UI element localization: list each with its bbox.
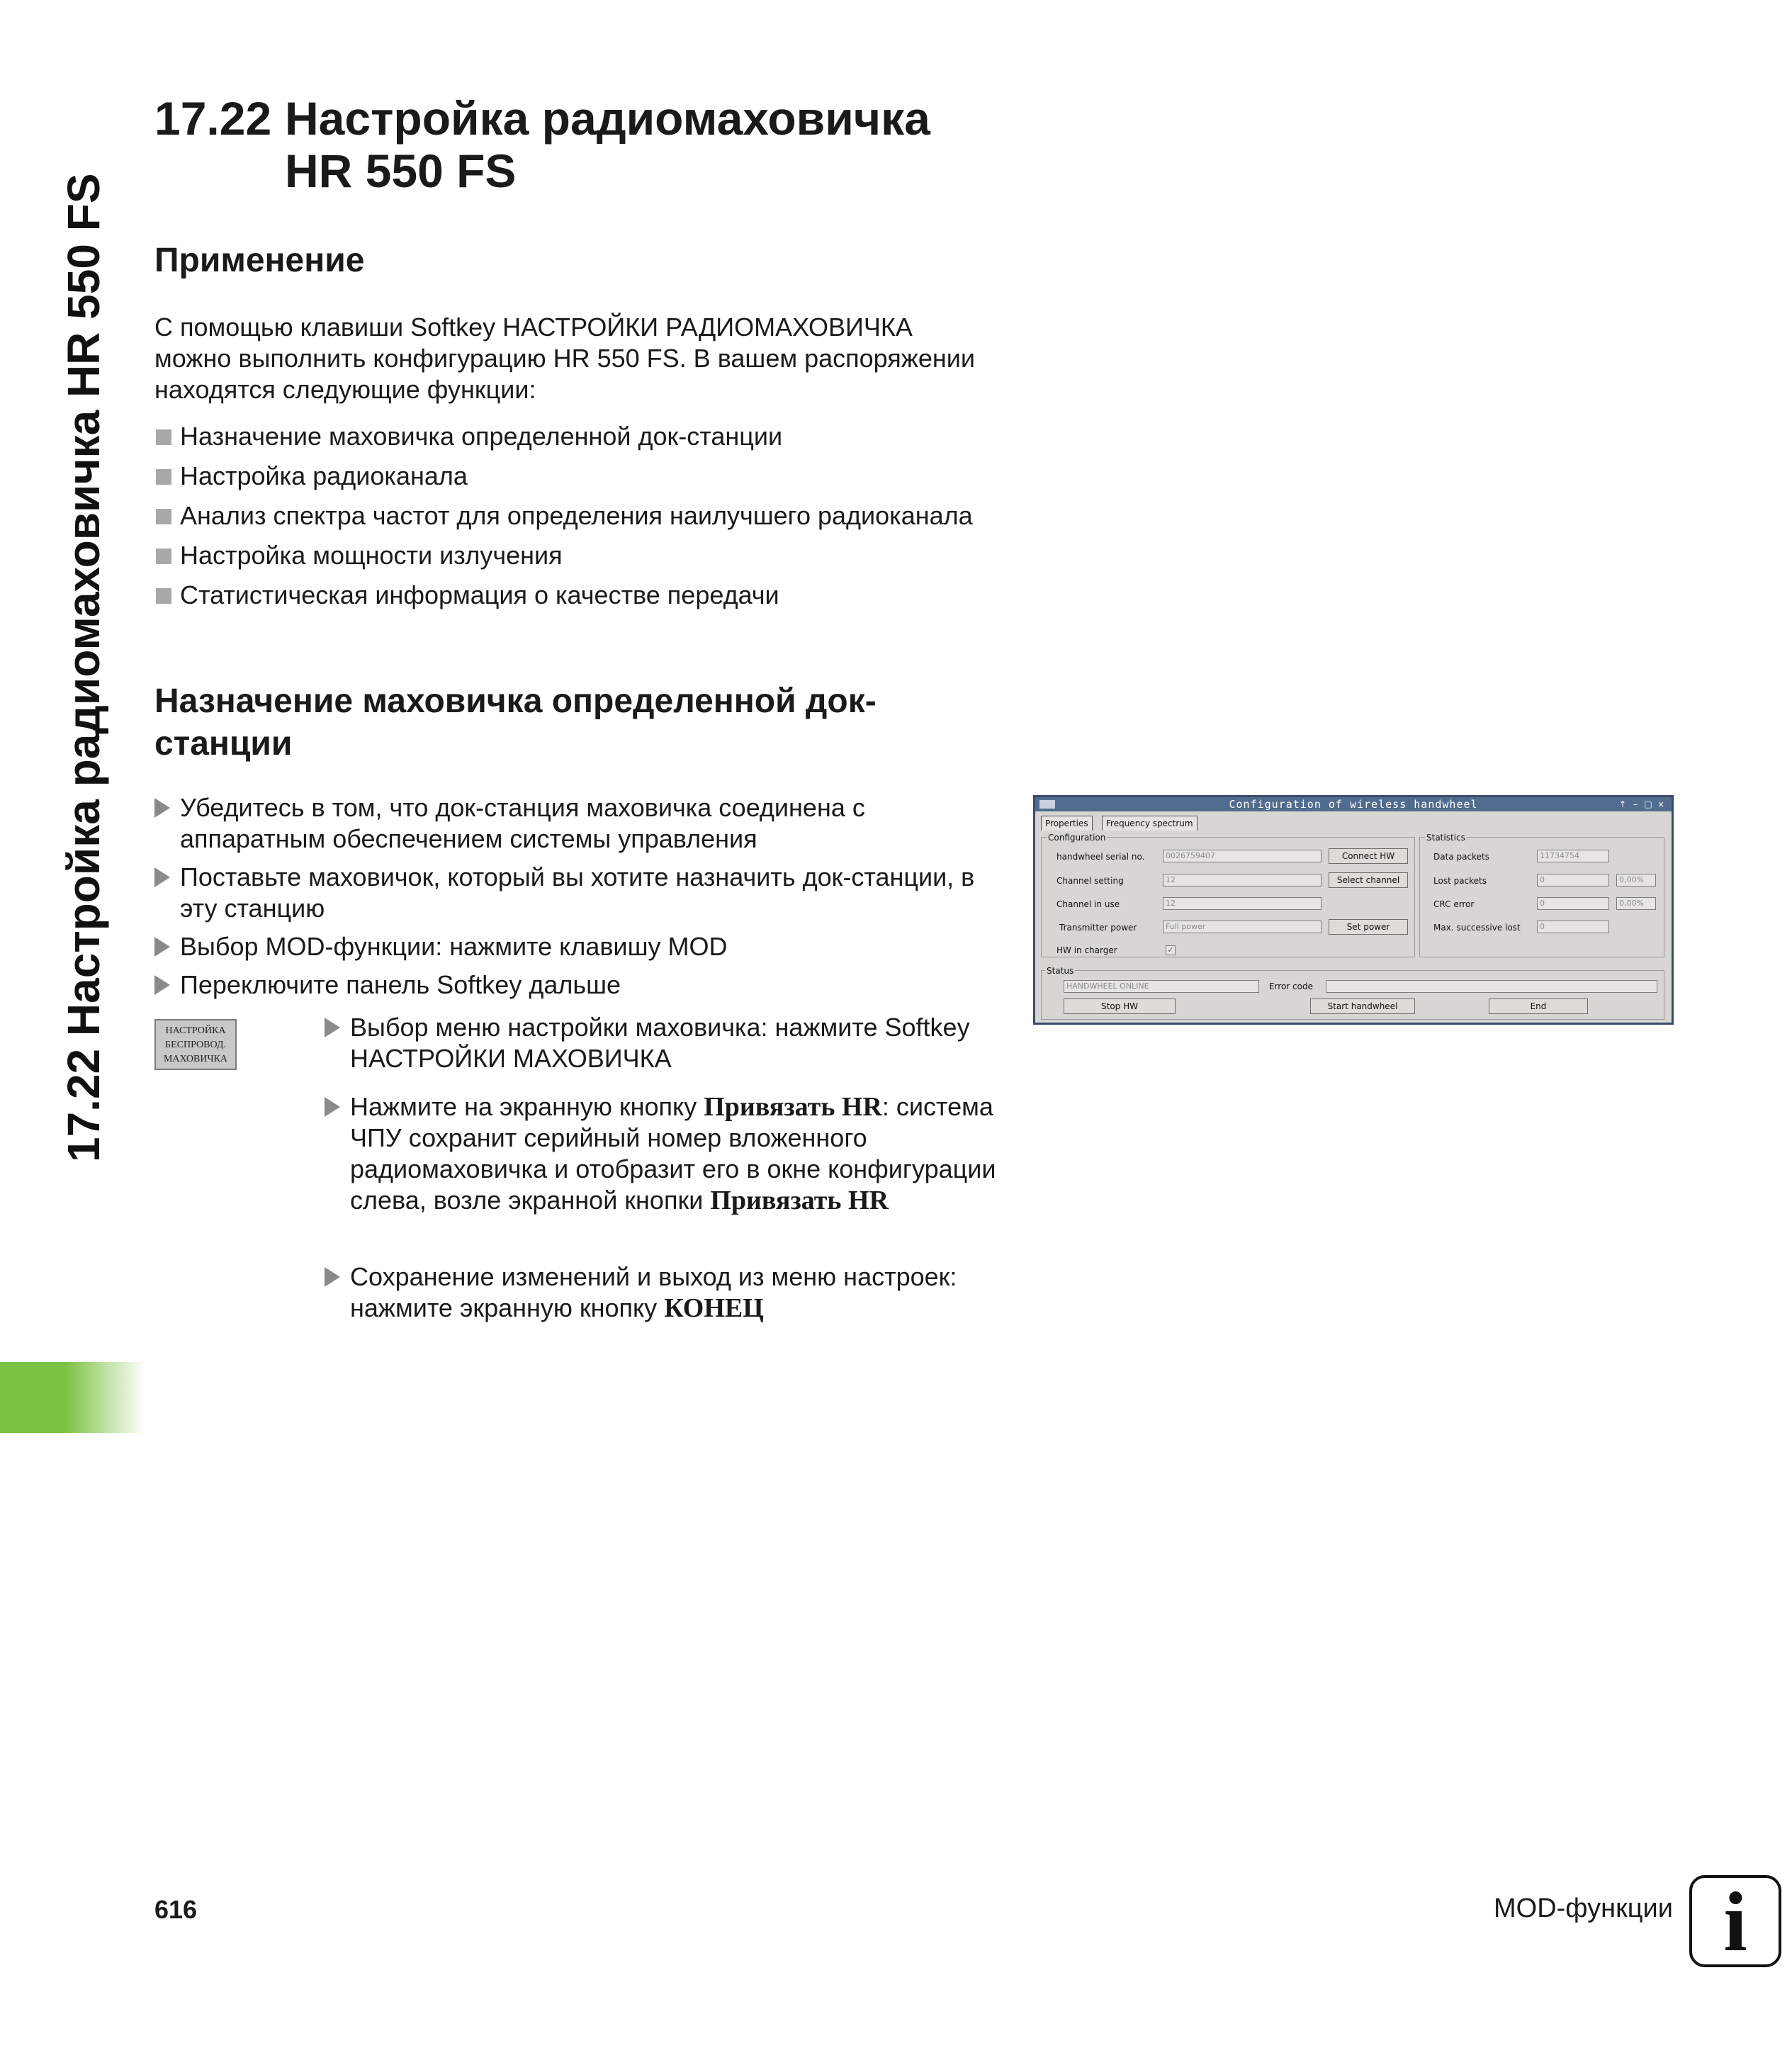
connect-hw-button[interactable]: Connect HW bbox=[1329, 848, 1408, 864]
transmitter-power-label: Transmitter power bbox=[1059, 923, 1137, 933]
serial-label: handwheel serial no. bbox=[1056, 852, 1145, 862]
max-lost-label: Max. successive lost bbox=[1433, 923, 1521, 933]
channel-setting-label: Channel setting bbox=[1056, 876, 1124, 886]
section-title-line1: Настройка радиомаховичка bbox=[285, 92, 930, 145]
status-field: HANDWHEEL ONLINE bbox=[1064, 980, 1259, 993]
hw-in-charger-checkbox[interactable]: ✓ bbox=[1166, 945, 1176, 955]
list-item: Настройка радиоканала bbox=[154, 461, 991, 492]
lost-packets-percent: 0,00% bbox=[1616, 874, 1656, 887]
section-title-line2: HR 550 FS bbox=[285, 145, 517, 197]
function-list bbox=[154, 421, 991, 619]
side-chapter-title: 17.22 Настройка радиомаховичка HR 550 FS bbox=[58, 173, 109, 1162]
error-code-field bbox=[1326, 980, 1657, 993]
chapter-tab-marker bbox=[0, 1362, 145, 1433]
window-maximize-icon[interactable]: □ bbox=[1644, 799, 1652, 809]
section-number: 17.22 bbox=[154, 92, 272, 145]
channel-in-use-field: 12 bbox=[1163, 897, 1322, 910]
crc-error-percent: 0,00% bbox=[1616, 897, 1656, 910]
window-close-icon[interactable]: × bbox=[1657, 799, 1665, 809]
list-item: Статистическая информация о качестве передачи bbox=[154, 580, 991, 611]
step-arrow-icon bbox=[325, 1018, 340, 1037]
data-packets-label: Data packets bbox=[1433, 852, 1489, 862]
steps-list bbox=[154, 792, 991, 1008]
window-titlebar: Configuration of wireless handwheel bbox=[1035, 797, 1672, 811]
window-menu-icon[interactable] bbox=[1039, 800, 1055, 809]
channel-in-use-label: Channel in use bbox=[1056, 899, 1120, 909]
serial-field[interactable]: 0026759407 bbox=[1163, 850, 1322, 862]
configuration-legend: Configuration bbox=[1048, 833, 1106, 843]
step-item: Переключите панель Softkey дальше bbox=[154, 969, 991, 1001]
step-arrow-icon bbox=[154, 937, 170, 957]
max-lost-field: 0 bbox=[1537, 921, 1609, 933]
sub-step-open-menu: Выбор меню настройки маховичка: нажмите Softkey НАСТРОЙКИ МАХОВИЧКА bbox=[325, 1012, 1016, 1074]
data-packets-field: 11734754 bbox=[1537, 850, 1609, 862]
step-arrow-icon bbox=[154, 798, 170, 818]
list-item: Анализ спектра частот для определения наилучшего радиоканала bbox=[154, 500, 991, 531]
end-button[interactable]: End bbox=[1489, 998, 1588, 1014]
statistics-legend: Statistics bbox=[1426, 833, 1465, 843]
step-item: Выбор MOD-функции: нажмите клавишу MOD bbox=[154, 931, 991, 962]
step-arrow-icon bbox=[325, 1097, 340, 1117]
stop-hw-button[interactable]: Stop HW bbox=[1064, 998, 1176, 1014]
section-title bbox=[285, 92, 1064, 197]
page-number: 616 bbox=[154, 1895, 198, 1924]
assign-heading: Назначение маховичка определенной док-станции bbox=[154, 682, 877, 763]
bullet-square-icon bbox=[156, 548, 171, 564]
window-minimize-icon[interactable]: – bbox=[1633, 799, 1638, 809]
lost-packets-field: 0 bbox=[1537, 874, 1609, 887]
bullet-square-icon bbox=[156, 509, 171, 524]
status-legend: Status bbox=[1047, 966, 1074, 976]
crc-error-label: CRC error bbox=[1433, 899, 1475, 909]
info-icon: i bbox=[1689, 1875, 1781, 1967]
transmitter-power-field[interactable]: Full power bbox=[1163, 921, 1322, 933]
hw-in-charger-label: HW in charger bbox=[1056, 945, 1117, 955]
crc-error-field: 0 bbox=[1537, 897, 1609, 910]
tab-properties[interactable]: Properties bbox=[1041, 816, 1093, 831]
sub-step-bind-hr: Нажмите на экранную кнопку Привязать HR: система ЧПУ сохранит серийный номер вложенного радиомаховичка и отобразит его в окне конфигурации слева, возле экранной кнопки Привязать HR bbox=[325, 1091, 1016, 1216]
select-channel-button[interactable]: Select channel bbox=[1329, 872, 1408, 888]
sub-step-save-exit: Сохранение изменений и выход из меню настроек: нажмите экранную кнопку КОНЕЦ bbox=[325, 1261, 1016, 1324]
footer-chapter-label: MOD-функции bbox=[1494, 1894, 1673, 1923]
step-arrow-icon bbox=[154, 867, 170, 887]
step-item: Поставьте маховичок, который вы хотите назначить док-станции, в эту станцию bbox=[154, 862, 991, 924]
lost-packets-label: Lost packets bbox=[1433, 876, 1487, 886]
config-window bbox=[1033, 795, 1674, 1025]
start-handwheel-button[interactable]: Start handwheel bbox=[1310, 998, 1415, 1014]
list-item: Назначение маховичка определенной док-станции bbox=[154, 421, 991, 452]
application-intro: С помощью клавиши Softkey НАСТРОЙКИ РАДИОМАХОВИЧКА можно выполнить конфигурацию HR 550 FS. В вашем распоряжении находятся следующие функции: bbox=[154, 313, 975, 404]
error-code-label: Error code bbox=[1269, 981, 1314, 991]
step-arrow-icon bbox=[154, 975, 170, 995]
softkey-wireless-handwheel-setup[interactable]: НАСТРОЙКА БЕСПРОВОД. МАХОВИЧКА bbox=[154, 1019, 237, 1070]
step-arrow-icon bbox=[325, 1267, 340, 1287]
window-pin-icon[interactable]: ↑ bbox=[1618, 799, 1627, 809]
bullet-square-icon bbox=[156, 469, 171, 485]
channel-setting-field[interactable]: 12 bbox=[1163, 874, 1322, 887]
step-item: Убедитесь в том, что док-станция маховичка соединена с аппаратным обеспечением системы управления bbox=[154, 792, 991, 855]
list-item: Настройка мощности излучения bbox=[154, 540, 991, 571]
application-heading: Применение bbox=[154, 242, 365, 279]
tab-frequency-spectrum[interactable]: Frequency spectrum bbox=[1102, 816, 1198, 831]
bullet-square-icon bbox=[156, 429, 171, 445]
set-power-button[interactable]: Set power bbox=[1329, 919, 1408, 935]
bullet-square-icon bbox=[156, 588, 171, 604]
